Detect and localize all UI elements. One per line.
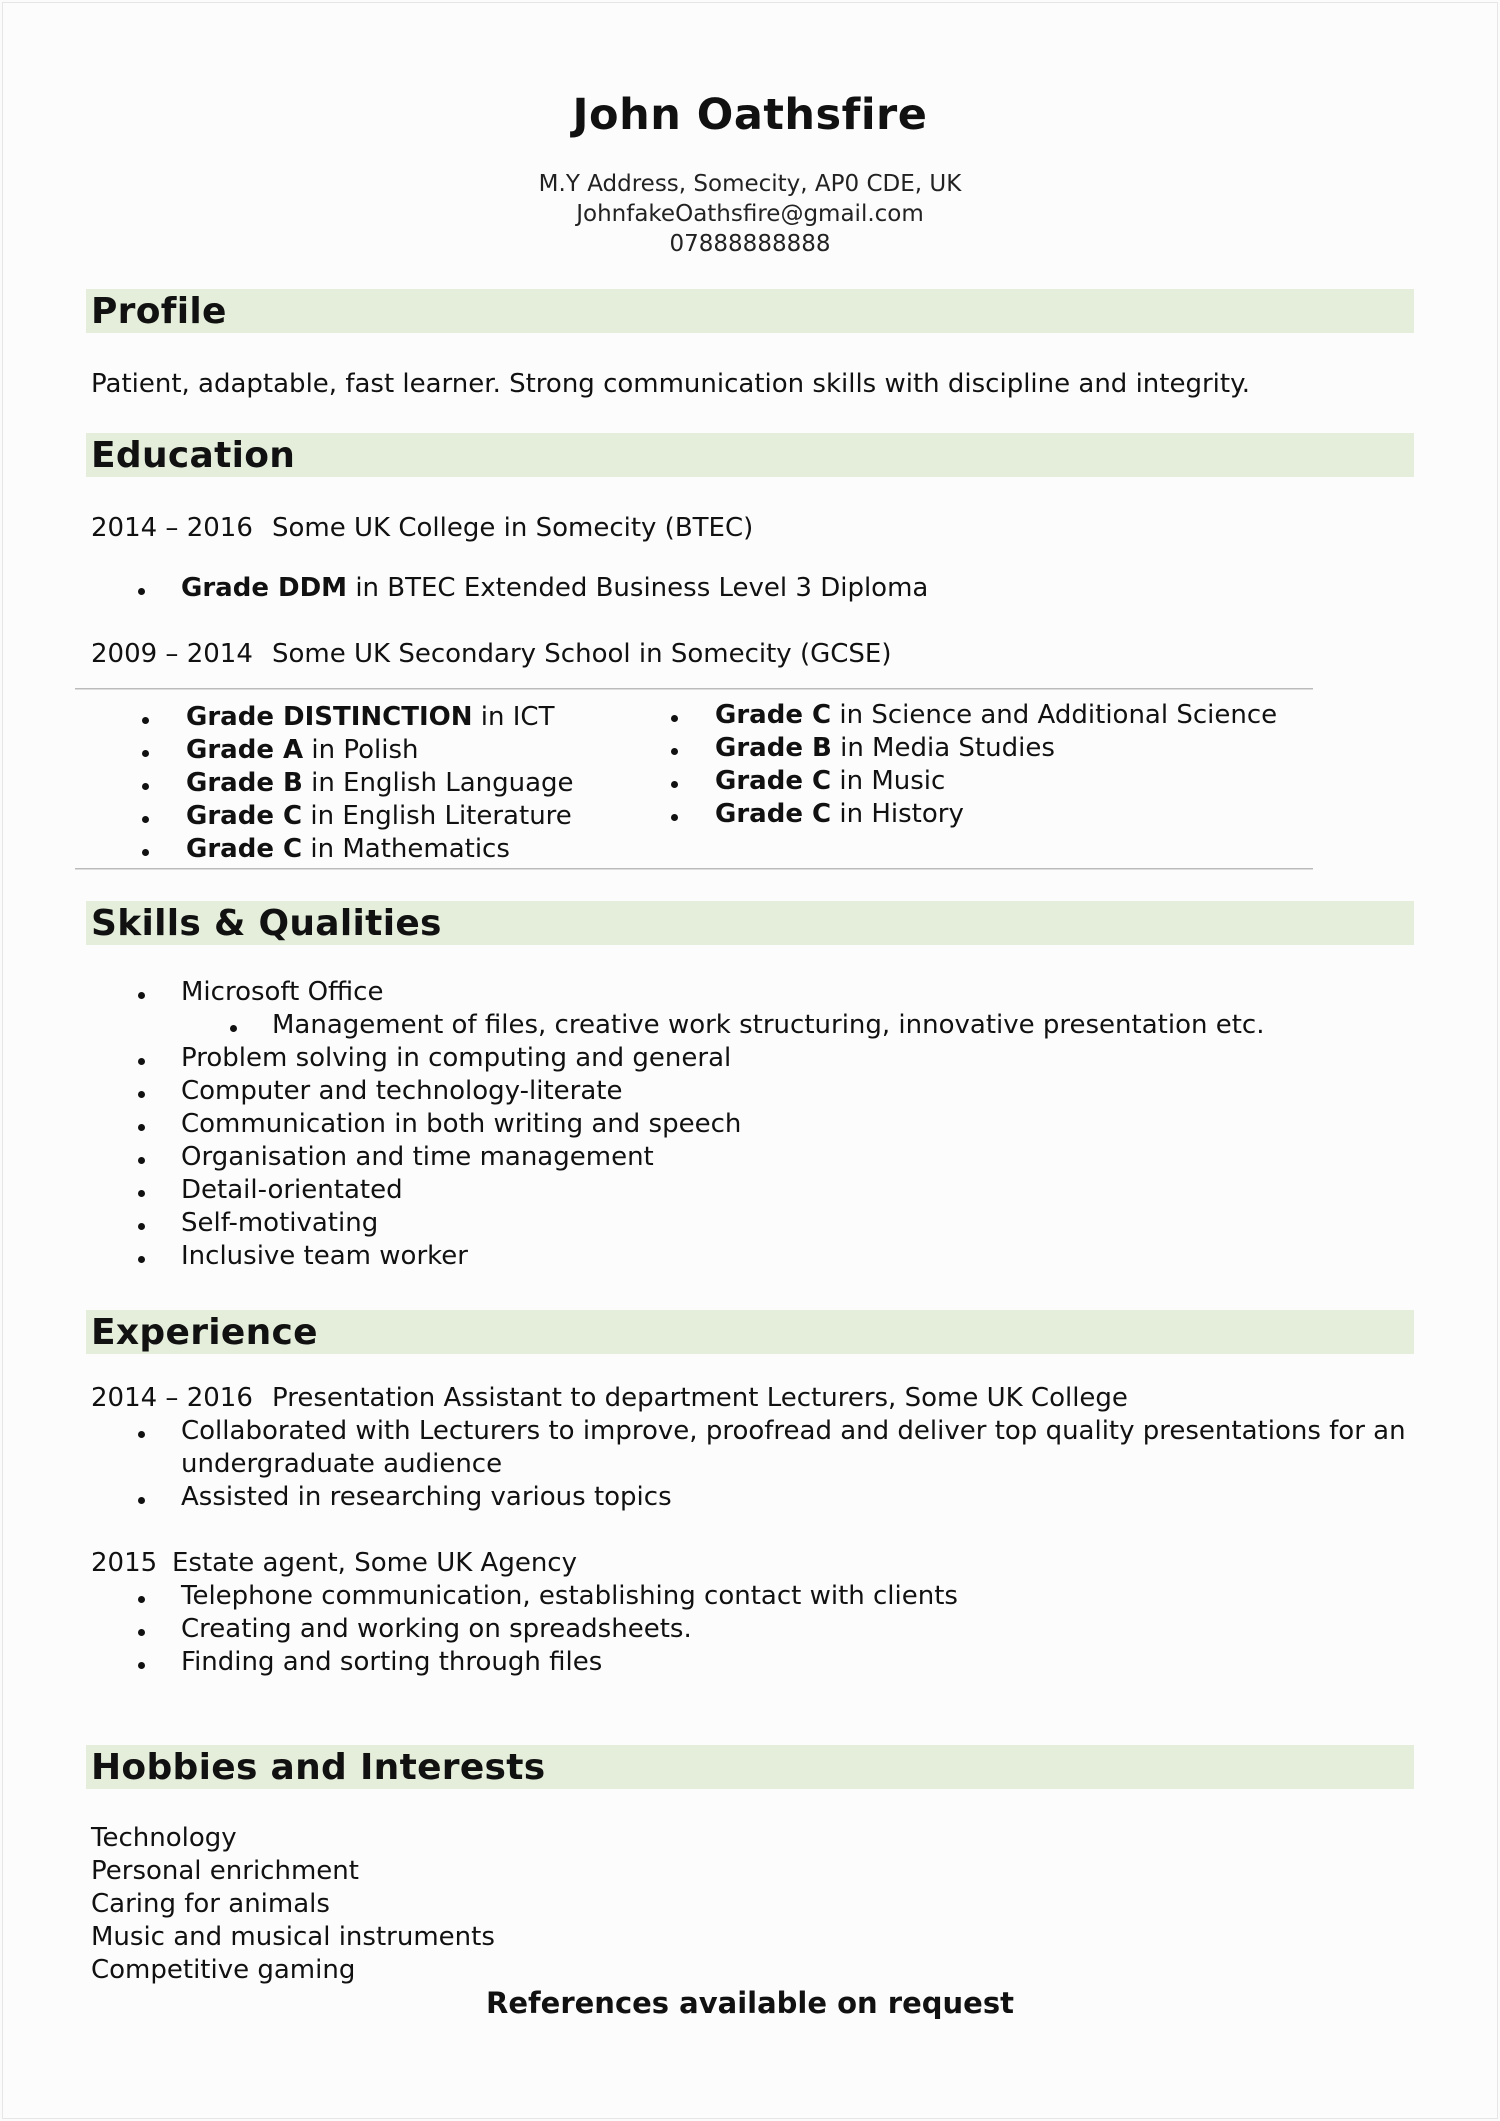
bullet-icon (230, 1025, 237, 1032)
grades-table-bottom-rule (75, 868, 1313, 870)
contact-phone: 07888888888 (669, 231, 831, 257)
grade-subject: in Music (839, 766, 946, 796)
bullet-icon (138, 1058, 145, 1065)
bullet-icon (142, 717, 149, 724)
bullet-icon (138, 1256, 145, 1263)
hobby-item: Personal enrichment (91, 1856, 359, 1886)
grade-label: Grade B (186, 768, 303, 798)
job-bullet: Creating and working on spreadsheets. (181, 1614, 692, 1644)
edu-school-institution: Some UK Secondary School in Somecity (GCSE) (272, 639, 892, 669)
section-skills (86, 901, 1414, 945)
grade-item (715, 700, 1277, 730)
skill-item: Problem solving in computing and general (181, 1043, 732, 1073)
grade-item (186, 768, 574, 798)
profile-text: Patient, adaptable, fast learner. Strong communication skills with discipline and integrity. (91, 369, 1251, 399)
grade-subject: in History (839, 799, 964, 829)
grade-subject: in English Language (311, 768, 574, 798)
hobby-item: Music and musical instruments (91, 1922, 495, 1952)
grade-item (715, 766, 945, 796)
job-years: 2014 – 2016 (91, 1383, 253, 1413)
skill-item: Computer and technology-literate (181, 1076, 623, 1106)
job-bullet: Finding and sorting through files (181, 1647, 603, 1677)
grade-label: Grade C (715, 766, 832, 796)
section-title-skills: Skills & Qualities (91, 903, 442, 944)
section-title-hobbies: Hobbies and Interests (91, 1747, 546, 1788)
section-title-education: Education (91, 435, 296, 476)
grade-item (715, 799, 964, 829)
bullet-icon (142, 750, 149, 757)
section-title-experience: Experience (91, 1312, 318, 1353)
job-role: Estate agent, Some UK Agency (172, 1548, 577, 1578)
job-bullet-continuation: undergraduate audience (181, 1449, 503, 1479)
bullet-icon (671, 814, 678, 821)
skill-item: Inclusive team worker (181, 1241, 468, 1271)
grade-label: Grade B (715, 733, 832, 763)
bullet-icon (142, 816, 149, 823)
grade-subject: in English Literature (310, 801, 572, 831)
section-education (86, 433, 1414, 477)
skill-item: Organisation and time management (181, 1142, 654, 1172)
job-years: 2015 (91, 1548, 158, 1578)
section-experience (86, 1310, 1414, 1354)
bullet-icon (138, 1124, 145, 1131)
candidate-name: John Oathsfire (572, 90, 928, 140)
grade-subject: in Mathematics (310, 834, 510, 864)
edu-school-years: 2009 – 2014 (91, 639, 253, 669)
bullet-icon (142, 783, 149, 790)
section-hobbies (86, 1745, 1414, 1789)
edu-college-institution: Some UK College in Somecity (BTEC) (272, 513, 754, 543)
bullet-icon (138, 588, 145, 595)
job-role: Presentation Assistant to department Lecturers, Some UK College (272, 1383, 1128, 1413)
grade-label: Grade DISTINCTION (186, 702, 473, 732)
bullet-icon (138, 1629, 145, 1636)
skill-item: Communication in both writing and speech (181, 1109, 742, 1139)
grade-label: Grade C (186, 801, 303, 831)
edu-college-years: 2014 – 2016 (91, 513, 253, 543)
hobby-item: Caring for animals (91, 1889, 330, 1919)
grade-label: Grade C (715, 700, 832, 730)
grade-subject: in ICT (480, 702, 555, 732)
bullet-icon (138, 1497, 145, 1504)
contact-email: JohnfakeOathsfire@gmail.com (576, 201, 924, 227)
skill-subitem: Management of files, creative work structuring, innovative presentation etc. (272, 1010, 1265, 1040)
section-profile (86, 289, 1414, 333)
grade-subject: in Polish (311, 735, 419, 765)
bullet-icon (671, 781, 678, 788)
bullet-icon (671, 748, 678, 755)
grade-label: Grade C (186, 834, 303, 864)
grade-item (186, 834, 510, 864)
skill-item: Microsoft Office (181, 977, 384, 1007)
grade-label: Grade A (186, 735, 304, 765)
bullet-icon (138, 1157, 145, 1164)
edu-college-grade (181, 573, 928, 603)
bullet-icon (138, 1662, 145, 1669)
references-note: References available on request (486, 1986, 1014, 2020)
bullet-icon (671, 715, 678, 722)
bullet-icon (142, 849, 149, 856)
grade-label: Grade C (715, 799, 832, 829)
skill-item: Self-motivating (181, 1208, 379, 1238)
bullet-icon (138, 1223, 145, 1230)
job-bullet: Telephone communication, establishing contact with clients (181, 1581, 958, 1611)
grade-subject: in BTEC Extended Business Level 3 Diploma (355, 573, 929, 603)
grade-subject: in Media Studies (840, 733, 1055, 763)
bullet-icon (138, 992, 145, 999)
contact-address: M.Y Address, Somecity, AP0 CDE, UK (538, 171, 962, 197)
job-bullet: Assisted in researching various topics (181, 1482, 672, 1512)
grades-table-top-rule (75, 688, 1313, 690)
grade-item (186, 801, 572, 831)
grade-label: Grade DDM (181, 573, 348, 603)
bullet-icon (138, 1596, 145, 1603)
bullet-icon (138, 1431, 145, 1438)
grade-item (715, 733, 1055, 763)
hobby-item: Competitive gaming (91, 1955, 356, 1985)
section-title-profile: Profile (91, 291, 227, 332)
grade-item (186, 702, 554, 732)
grade-subject: in Science and Additional Science (839, 700, 1278, 730)
bullet-icon (138, 1190, 145, 1197)
skill-item: Detail-orientated (181, 1175, 403, 1205)
bullet-icon (138, 1091, 145, 1098)
hobby-item: Technology (91, 1823, 237, 1853)
grade-item (186, 735, 419, 765)
job-bullet: Collaborated with Lecturers to improve, proofread and deliver top quality presentations for an (181, 1416, 1406, 1446)
